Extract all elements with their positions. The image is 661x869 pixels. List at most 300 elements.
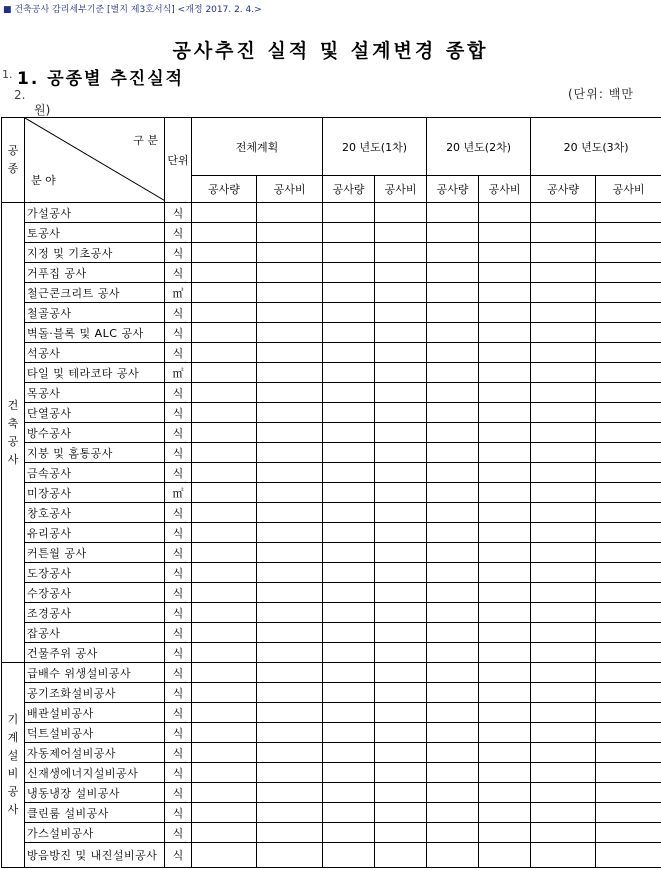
value-cell[interactable] [531, 503, 596, 523]
value-cell[interactable] [596, 483, 661, 503]
value-cell[interactable] [531, 363, 596, 383]
value-cell[interactable] [323, 423, 375, 443]
value-cell[interactable] [596, 643, 661, 663]
value-cell[interactable] [257, 723, 323, 743]
value-cell[interactable] [192, 803, 257, 823]
value-cell[interactable] [257, 703, 323, 723]
value-cell[interactable] [531, 463, 596, 483]
value-cell[interactable] [257, 303, 323, 323]
item-unit: 식 [165, 643, 192, 663]
value-cell[interactable] [596, 763, 661, 783]
value-cell[interactable] [531, 583, 596, 603]
value-cell[interactable] [479, 783, 531, 803]
value-cell[interactable] [323, 843, 375, 868]
value-cell[interactable] [427, 723, 479, 743]
value-cell[interactable] [375, 843, 427, 868]
value-cell[interactable] [192, 823, 257, 843]
value-cell[interactable] [427, 523, 479, 543]
value-cell[interactable] [257, 783, 323, 803]
value-cell[interactable] [479, 583, 531, 603]
value-cell[interactable] [427, 503, 479, 523]
value-cell[interactable] [427, 803, 479, 823]
value-cell[interactable] [479, 663, 531, 683]
value-cell[interactable] [375, 803, 427, 823]
value-cell[interactable] [192, 723, 257, 743]
value-cell[interactable] [323, 403, 375, 423]
value-cell[interactable] [375, 243, 427, 263]
value-cell[interactable] [257, 843, 323, 868]
value-cell[interactable] [596, 443, 661, 463]
value-cell[interactable] [323, 263, 375, 283]
value-cell[interactable] [192, 663, 257, 683]
value-cell[interactable] [192, 363, 257, 383]
value-cell[interactable] [257, 623, 323, 643]
value-cell[interactable] [192, 703, 257, 723]
value-cell[interactable] [323, 443, 375, 463]
value-cell[interactable] [192, 443, 257, 463]
item-unit: 식 [165, 623, 192, 643]
item-unit: 식 [165, 583, 192, 603]
item-name: 덕트설비공사 [25, 723, 165, 743]
value-cell[interactable] [323, 383, 375, 403]
value-cell[interactable] [323, 663, 375, 683]
value-cell[interactable] [479, 743, 531, 763]
value-cell[interactable] [479, 203, 531, 223]
value-cell[interactable] [323, 783, 375, 803]
value-cell[interactable] [375, 643, 427, 663]
value-cell[interactable] [192, 463, 257, 483]
value-cell[interactable] [479, 423, 531, 443]
header-period-0: 전체계획 [192, 118, 323, 176]
value-cell[interactable] [375, 383, 427, 403]
value-cell[interactable] [323, 523, 375, 543]
value-cell[interactable] [257, 203, 323, 223]
section-title: 1. 공종별 추진실적 [17, 69, 185, 89]
value-cell[interactable] [257, 383, 323, 403]
value-cell[interactable] [427, 303, 479, 323]
table-row [2, 663, 661, 683]
value-cell[interactable] [375, 223, 427, 243]
value-cell[interactable] [479, 523, 531, 543]
value-cell[interactable] [596, 403, 661, 423]
value-cell[interactable] [375, 503, 427, 523]
value-cell[interactable] [479, 443, 531, 463]
table-row [2, 523, 661, 543]
table-row [2, 383, 661, 403]
item-name: 석공사 [25, 343, 165, 363]
value-cell[interactable] [427, 823, 479, 843]
item-unit: 식 [165, 823, 192, 843]
value-cell[interactable] [531, 243, 596, 263]
value-cell[interactable] [375, 443, 427, 463]
sub-header-qty: 공사량 [323, 176, 375, 203]
value-cell[interactable] [257, 683, 323, 703]
value-cell[interactable] [375, 723, 427, 743]
value-cell[interactable] [375, 563, 427, 583]
value-cell[interactable] [596, 543, 661, 563]
value-cell[interactable] [257, 803, 323, 823]
value-cell[interactable] [596, 383, 661, 403]
value-cell[interactable] [479, 703, 531, 723]
value-cell[interactable] [375, 283, 427, 303]
value-cell[interactable] [323, 483, 375, 503]
item-name: 수장공사 [25, 583, 165, 603]
value-cell[interactable] [323, 543, 375, 563]
value-cell[interactable] [427, 223, 479, 243]
value-cell[interactable] [427, 583, 479, 603]
value-cell[interactable] [596, 423, 661, 443]
value-cell[interactable] [427, 343, 479, 363]
value-cell[interactable] [323, 503, 375, 523]
value-cell[interactable] [257, 503, 323, 523]
value-cell[interactable] [479, 723, 531, 743]
item-unit: 식 [165, 343, 192, 363]
value-cell[interactable] [257, 523, 323, 543]
value-cell[interactable] [531, 423, 596, 443]
value-cell[interactable] [323, 763, 375, 783]
value-cell[interactable] [257, 323, 323, 343]
value-cell[interactable] [596, 323, 661, 343]
value-cell[interactable] [192, 683, 257, 703]
value-cell[interactable] [257, 583, 323, 603]
value-cell[interactable] [375, 423, 427, 443]
value-cell[interactable] [479, 343, 531, 363]
value-cell[interactable] [257, 343, 323, 363]
value-cell[interactable] [479, 803, 531, 823]
value-cell[interactable] [257, 463, 323, 483]
value-cell[interactable] [323, 743, 375, 763]
value-cell[interactable] [479, 243, 531, 263]
value-cell[interactable] [323, 563, 375, 583]
value-cell[interactable] [479, 383, 531, 403]
value-cell[interactable] [257, 763, 323, 783]
value-cell[interactable] [531, 683, 596, 703]
value-cell[interactable] [479, 283, 531, 303]
value-cell[interactable] [192, 483, 257, 503]
value-cell[interactable] [257, 283, 323, 303]
value-cell[interactable] [531, 663, 596, 683]
value-cell[interactable] [479, 483, 531, 503]
value-cell[interactable] [375, 363, 427, 383]
value-cell[interactable] [257, 423, 323, 443]
value-cell[interactable] [427, 403, 479, 423]
value-cell[interactable] [257, 263, 323, 283]
value-cell[interactable] [531, 263, 596, 283]
value-cell[interactable] [479, 303, 531, 323]
value-cell[interactable] [375, 543, 427, 563]
value-cell[interactable] [192, 403, 257, 423]
value-cell[interactable] [427, 203, 479, 223]
value-cell[interactable] [257, 743, 323, 763]
value-cell[interactable] [192, 743, 257, 763]
value-cell[interactable] [596, 603, 661, 623]
value-cell[interactable] [257, 663, 323, 683]
value-cell[interactable] [531, 343, 596, 363]
value-cell[interactable] [323, 203, 375, 223]
value-cell[interactable] [427, 643, 479, 663]
value-cell[interactable] [479, 763, 531, 783]
value-cell[interactable] [323, 463, 375, 483]
value-cell[interactable] [257, 643, 323, 663]
value-cell[interactable] [479, 843, 531, 868]
value-cell[interactable] [596, 343, 661, 363]
table-row [2, 223, 661, 243]
value-cell[interactable] [323, 243, 375, 263]
value-cell[interactable] [596, 203, 661, 223]
value-cell[interactable] [375, 323, 427, 343]
value-cell[interactable] [323, 823, 375, 843]
value-cell[interactable] [596, 843, 661, 868]
value-cell[interactable] [596, 723, 661, 743]
value-cell[interactable] [192, 563, 257, 583]
value-cell[interactable] [375, 303, 427, 323]
sub-header-cost: 공사비 [257, 176, 323, 203]
value-cell[interactable] [531, 323, 596, 343]
item-name: 지붕 및 홈통공사 [25, 443, 165, 463]
value-cell[interactable] [257, 483, 323, 503]
value-cell[interactable] [375, 763, 427, 783]
value-cell[interactable] [596, 823, 661, 843]
value-cell[interactable] [531, 783, 596, 803]
value-cell[interactable] [596, 743, 661, 763]
value-cell[interactable] [596, 243, 661, 263]
value-cell[interactable] [323, 583, 375, 603]
value-cell[interactable] [427, 603, 479, 623]
value-cell[interactable] [192, 223, 257, 243]
value-cell[interactable] [531, 303, 596, 323]
value-cell[interactable] [257, 363, 323, 383]
value-cell[interactable] [531, 763, 596, 783]
value-cell[interactable] [375, 403, 427, 423]
value-cell[interactable] [531, 223, 596, 243]
value-cell[interactable] [427, 683, 479, 703]
value-cell[interactable] [531, 823, 596, 843]
value-cell[interactable] [479, 403, 531, 423]
value-cell[interactable] [192, 783, 257, 803]
value-cell[interactable] [531, 283, 596, 303]
value-cell[interactable] [192, 283, 257, 303]
value-cell[interactable] [479, 563, 531, 583]
value-cell[interactable] [479, 643, 531, 663]
value-cell[interactable] [375, 523, 427, 543]
value-cell[interactable] [427, 243, 479, 263]
value-cell[interactable] [531, 563, 596, 583]
value-cell[interactable] [192, 523, 257, 543]
table-row [2, 843, 661, 868]
value-cell[interactable] [192, 623, 257, 643]
value-cell[interactable] [531, 723, 596, 743]
value-cell[interactable] [531, 703, 596, 723]
value-cell[interactable] [427, 663, 479, 683]
value-cell[interactable] [427, 363, 479, 383]
value-cell[interactable] [531, 843, 596, 868]
value-cell[interactable] [192, 543, 257, 563]
value-cell[interactable] [596, 803, 661, 823]
value-cell[interactable] [427, 763, 479, 783]
value-cell[interactable] [323, 363, 375, 383]
value-cell[interactable] [323, 343, 375, 363]
value-cell[interactable] [531, 803, 596, 823]
table-row [2, 503, 661, 523]
value-cell[interactable] [427, 383, 479, 403]
value-cell[interactable] [323, 283, 375, 303]
value-cell[interactable] [596, 303, 661, 323]
value-cell[interactable] [257, 603, 323, 623]
value-cell[interactable] [375, 203, 427, 223]
value-cell[interactable] [479, 823, 531, 843]
value-cell[interactable] [596, 523, 661, 543]
value-cell[interactable] [323, 623, 375, 643]
value-cell[interactable] [323, 803, 375, 823]
value-cell[interactable] [375, 783, 427, 803]
value-cell[interactable] [531, 403, 596, 423]
value-cell[interactable] [479, 623, 531, 643]
value-cell[interactable] [427, 483, 479, 503]
item-unit: 식 [165, 323, 192, 343]
value-cell[interactable] [257, 443, 323, 463]
value-cell[interactable] [192, 643, 257, 663]
value-cell[interactable] [192, 323, 257, 343]
value-cell[interactable] [479, 363, 531, 383]
value-cell[interactable] [192, 763, 257, 783]
value-cell[interactable] [596, 503, 661, 523]
value-cell[interactable] [375, 623, 427, 643]
value-cell[interactable] [427, 783, 479, 803]
value-cell[interactable] [323, 223, 375, 243]
value-cell[interactable] [479, 323, 531, 343]
table-row [2, 323, 661, 343]
value-cell[interactable] [192, 843, 257, 868]
value-cell[interactable] [427, 423, 479, 443]
value-cell[interactable] [257, 823, 323, 843]
value-cell[interactable] [427, 263, 479, 283]
value-cell[interactable] [596, 283, 661, 303]
value-cell[interactable] [427, 703, 479, 723]
value-cell[interactable] [596, 563, 661, 583]
value-cell[interactable] [531, 603, 596, 623]
value-cell[interactable] [192, 603, 257, 623]
item-name: 벽돌·블록 및 ALC 공사 [25, 323, 165, 343]
value-cell[interactable] [479, 503, 531, 523]
value-cell[interactable] [375, 583, 427, 603]
value-cell[interactable] [427, 743, 479, 763]
value-cell[interactable] [531, 483, 596, 503]
value-cell[interactable] [192, 423, 257, 443]
value-cell[interactable] [192, 303, 257, 323]
value-cell[interactable] [531, 443, 596, 463]
value-cell[interactable] [427, 543, 479, 563]
item-name: 목공사 [25, 383, 165, 403]
value-cell[interactable] [479, 463, 531, 483]
value-cell[interactable] [375, 483, 427, 503]
value-cell[interactable] [531, 383, 596, 403]
value-cell[interactable] [427, 563, 479, 583]
value-cell[interactable] [479, 603, 531, 623]
table-row [2, 463, 661, 483]
group-label: 건 축 공 사 [2, 203, 25, 663]
value-cell[interactable] [531, 743, 596, 763]
value-cell[interactable] [596, 583, 661, 603]
value-cell[interactable] [375, 703, 427, 723]
value-cell[interactable] [596, 703, 661, 723]
value-cell[interactable] [375, 343, 427, 363]
item-unit: 식 [165, 763, 192, 783]
item-unit: 식 [165, 303, 192, 323]
value-cell[interactable] [427, 843, 479, 868]
value-cell[interactable] [479, 263, 531, 283]
value-cell[interactable] [375, 663, 427, 683]
header-diagonal-cell [25, 118, 165, 203]
table-row [2, 203, 661, 223]
item-unit: 식 [165, 563, 192, 583]
value-cell[interactable] [192, 503, 257, 523]
header-period-2: 20 년도(2차) [427, 118, 531, 176]
value-cell[interactable] [596, 623, 661, 643]
value-cell[interactable] [323, 703, 375, 723]
value-cell[interactable] [257, 543, 323, 563]
value-cell[interactable] [192, 343, 257, 363]
value-cell[interactable] [596, 363, 661, 383]
value-cell[interactable] [596, 783, 661, 803]
value-cell[interactable] [192, 263, 257, 283]
value-cell[interactable] [427, 283, 479, 303]
value-cell[interactable] [479, 223, 531, 243]
value-cell[interactable] [531, 543, 596, 563]
value-cell[interactable] [323, 723, 375, 743]
value-cell[interactable] [257, 563, 323, 583]
value-cell[interactable] [323, 323, 375, 343]
value-cell[interactable] [596, 263, 661, 283]
value-cell[interactable] [375, 823, 427, 843]
value-cell[interactable] [375, 683, 427, 703]
value-cell[interactable] [323, 643, 375, 663]
value-cell[interactable] [531, 523, 596, 543]
value-cell[interactable] [375, 603, 427, 623]
value-cell[interactable] [375, 743, 427, 763]
sub-header-qty: 공사량 [531, 176, 596, 203]
value-cell[interactable] [192, 583, 257, 603]
value-cell[interactable] [323, 683, 375, 703]
value-cell[interactable] [192, 243, 257, 263]
value-cell[interactable] [479, 683, 531, 703]
value-cell[interactable] [323, 603, 375, 623]
item-name: 급배수 위생설비공사 [25, 663, 165, 683]
value-cell[interactable] [257, 223, 323, 243]
value-cell[interactable] [531, 643, 596, 663]
value-cell[interactable] [596, 663, 661, 683]
value-cell[interactable] [427, 623, 479, 643]
value-cell[interactable] [323, 303, 375, 323]
value-cell[interactable] [257, 403, 323, 423]
sub-header-cost: 공사비 [375, 176, 427, 203]
value-cell[interactable] [596, 463, 661, 483]
value-cell[interactable] [257, 243, 323, 263]
value-cell[interactable] [375, 463, 427, 483]
value-cell[interactable] [531, 203, 596, 223]
value-cell[interactable] [375, 263, 427, 283]
value-cell[interactable] [531, 623, 596, 643]
value-cell[interactable] [479, 543, 531, 563]
value-cell[interactable] [192, 203, 257, 223]
table-row [2, 563, 661, 583]
table-row [2, 763, 661, 783]
value-cell[interactable] [427, 323, 479, 343]
value-cell[interactable] [596, 223, 661, 243]
value-cell[interactable] [192, 383, 257, 403]
value-cell[interactable] [427, 443, 479, 463]
value-cell[interactable] [427, 463, 479, 483]
value-cell[interactable] [596, 683, 661, 703]
